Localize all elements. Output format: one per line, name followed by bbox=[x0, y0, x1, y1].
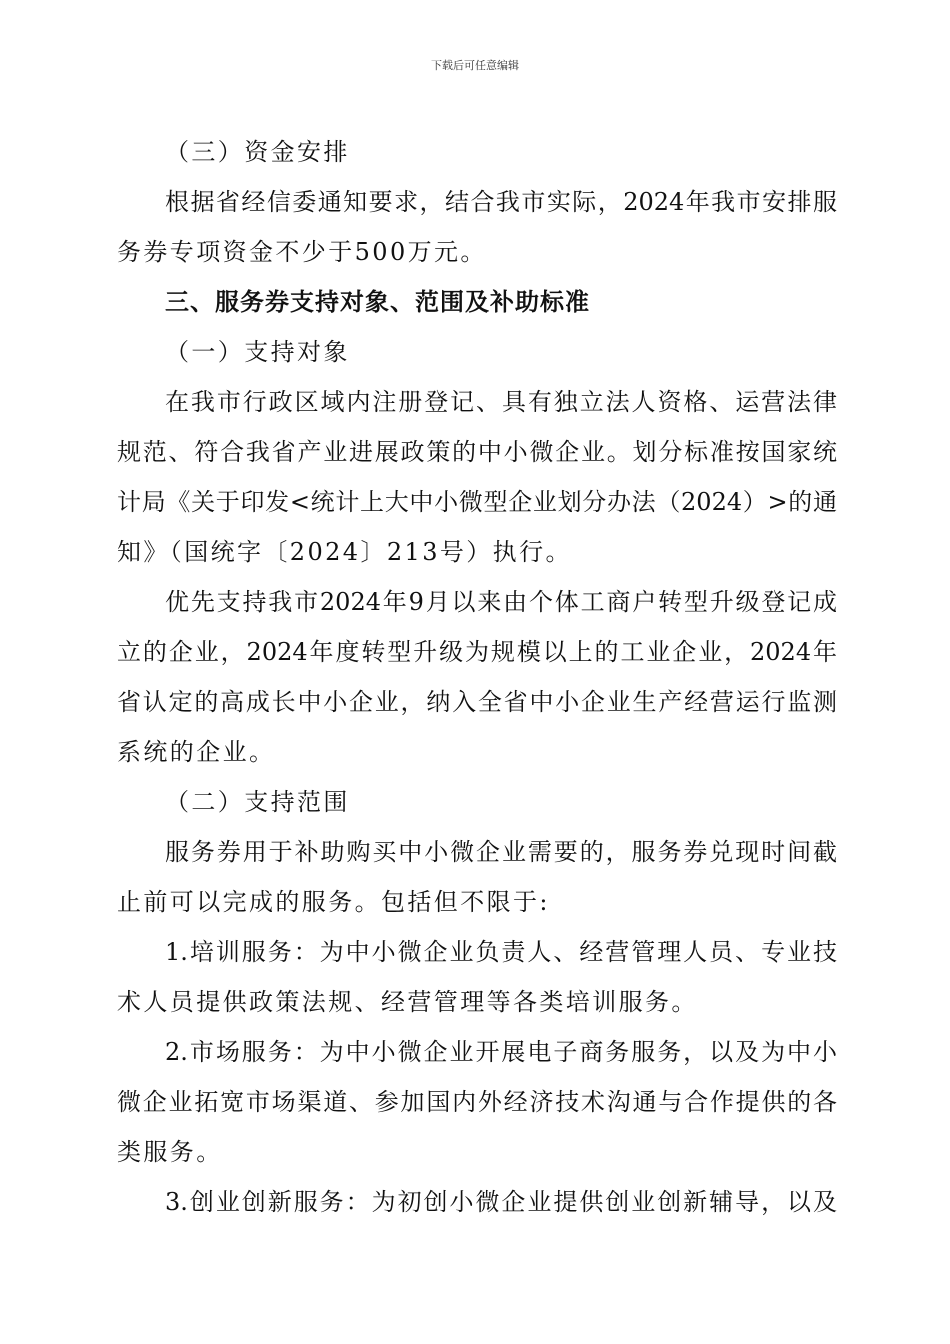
paragraph-line: 优先支持我市2024年9月以来由个体工商户转型升级登记成 bbox=[165, 588, 837, 616]
list-item-training: 1.培训服务：为中小微企业负责人、经营管理人员、专业技 bbox=[165, 938, 837, 966]
paragraph-line: 术人员提供政策法规、经营管理等各类培训服务。 bbox=[117, 988, 698, 1016]
paragraph-line: 规范、符合我省产业进展政策的中小微企业。划分标准按国家统 bbox=[117, 438, 837, 466]
paragraph-line: 计局《关于印发<统计上大中小微型企业划分办法（2024）>的通 bbox=[117, 488, 837, 516]
list-item-market: 2.市场服务：为中小微企业开展电子商务服务，以及为中小 bbox=[165, 1038, 837, 1066]
paragraph-line: 止前可以完成的服务。包括但不限于: bbox=[117, 888, 550, 916]
section-heading-funding: （三）资金安排 bbox=[165, 138, 350, 166]
paragraph-line: 根据省经信委通知要求，结合我市实际，2024年我市安排服 bbox=[165, 188, 837, 216]
paragraph-line: 在我市行政区域内注册登记、具有独立法人资格、运营法律 bbox=[165, 388, 837, 416]
list-item-innovation: 3.创业创新服务：为初创小微企业提供创业创新辅导，以及 bbox=[165, 1188, 837, 1216]
paragraph-line: 务券专项资金不少于500万元。 bbox=[117, 238, 487, 266]
section-heading-targets: （一）支持对象 bbox=[165, 338, 350, 366]
paragraph-line: 省认定的高成长中小企业，纳入全省中小企业生产经营运行监测 bbox=[117, 688, 837, 716]
header-note: 下载后可任意编辑 bbox=[431, 59, 519, 72]
document-body bbox=[117, 127, 837, 1227]
section-heading-scope: （二）支持范围 bbox=[165, 788, 350, 816]
paragraph-line: 系统的企业。 bbox=[117, 738, 276, 766]
paragraph-line: 服务券用于补助购买中小微企业需要的，服务券兑现时间截 bbox=[165, 838, 837, 866]
chapter-heading: 三、服务券支持对象、范围及补助标准 bbox=[165, 288, 590, 316]
paragraph-line: 微企业拓宽市场渠道、参加国内外经济技术沟通与合作提供的各 bbox=[117, 1088, 837, 1116]
paragraph-line: 知》（国统字〔2024〕213号）执行。 bbox=[117, 538, 572, 566]
paragraph-line: 立的企业，2024年度转型升级为规模以上的工业企业，2024年 bbox=[117, 638, 837, 666]
paragraph-line: 类服务。 bbox=[117, 1138, 223, 1166]
